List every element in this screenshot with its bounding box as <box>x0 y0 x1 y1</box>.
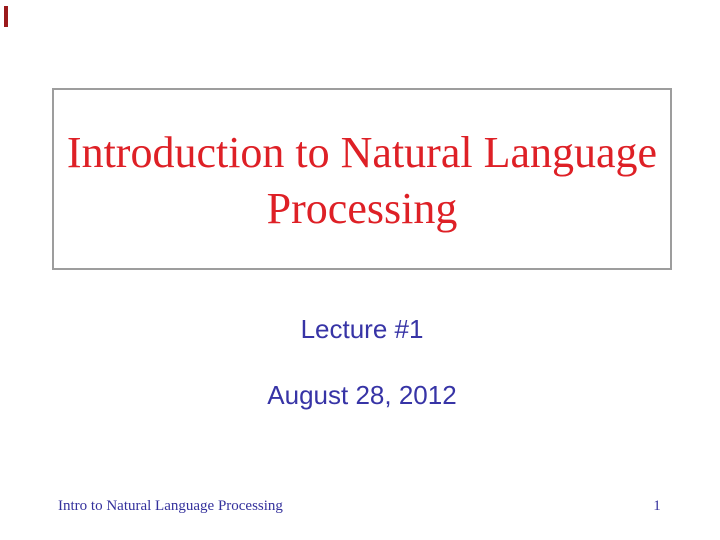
slide-title: Introduction to Natural Language Processing <box>66 128 658 233</box>
title-box <box>52 88 672 270</box>
page-number: 1 <box>653 498 661 514</box>
subtitle-date: August 28, 2012 <box>267 380 457 410</box>
subtitle-lecture: Lecture #1 <box>300 314 424 344</box>
subtitle-block <box>52 312 672 412</box>
accent-mark <box>4 6 8 27</box>
footer-text: Intro to Natural Language Processing <box>58 498 283 514</box>
